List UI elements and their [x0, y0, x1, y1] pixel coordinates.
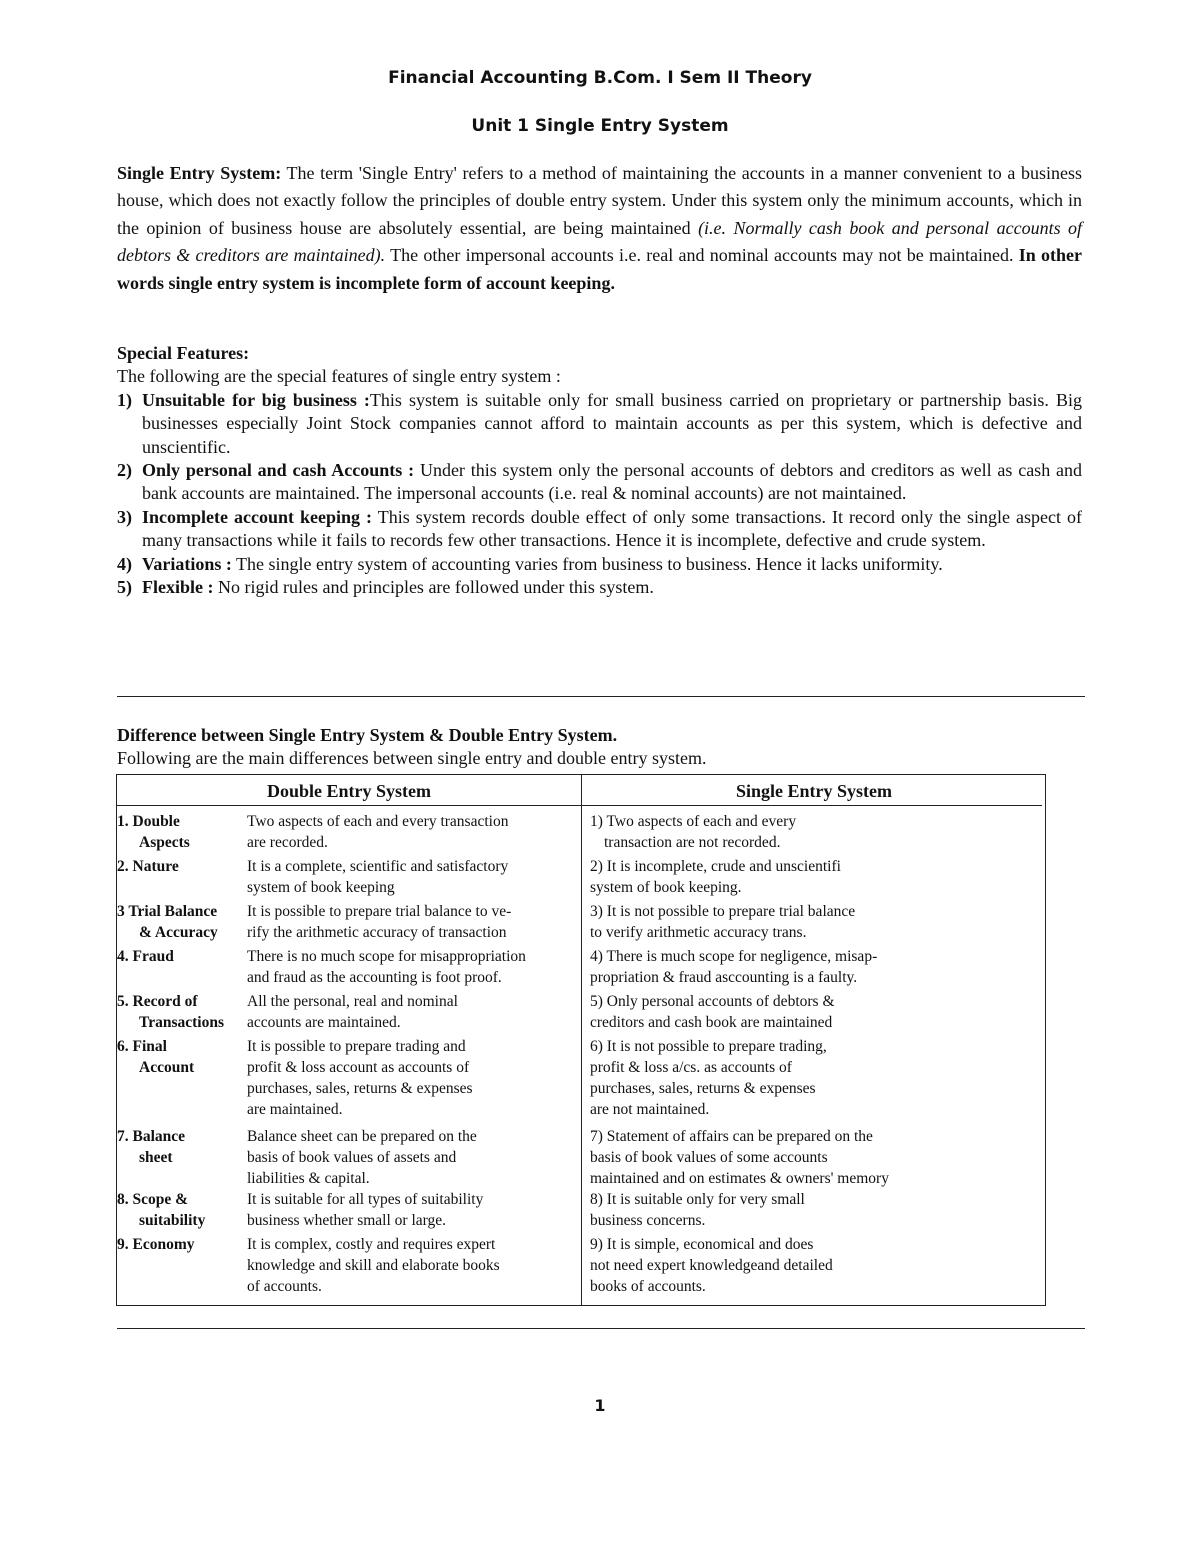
intro-bold-end: In other words single entry system is incomplete form of account keeping.	[117, 245, 1083, 293]
difference-subtitle: Following are the main differences between single entry and double entry system.	[117, 748, 707, 768]
row-label-line: 7. Balance	[117, 1128, 186, 1145]
double-entry-cell-line: of accounts.	[247, 1278, 322, 1295]
feature-title: Only personal and cash Accounts :	[142, 460, 415, 481]
feature-item	[117, 506, 1082, 553]
single-entry-cell-line: profit & loss a/cs. as accounts of	[590, 1059, 792, 1076]
feature-item	[117, 459, 1082, 506]
double-entry-cell-line: Balance sheet can be prepared on the	[247, 1128, 477, 1145]
single-entry-cell	[590, 946, 1040, 988]
feature-title: Flexible :	[142, 577, 214, 598]
double-entry-cell	[247, 1126, 582, 1189]
double-entry-cell	[247, 946, 582, 988]
single-entry-cell-line: system of book keeping.	[590, 879, 742, 896]
double-entry-cell-line: rify the arithmetic accuracy of transaction	[247, 924, 507, 941]
single-entry-cell-line: 3) It is not possible to prepare trial balance	[590, 903, 856, 920]
column-header-single-entry: Single Entry System	[735, 781, 892, 801]
double-entry-cell	[247, 811, 582, 853]
feature-number: 2)	[117, 460, 132, 481]
single-entry-cell-line: to verify arithmetic accuracy trans.	[590, 924, 807, 941]
comparison-table	[116, 774, 1046, 1306]
double-entry-cell	[247, 1189, 582, 1231]
single-entry-cell-line: transaction are not recorded.	[604, 834, 781, 851]
document-title: Financial Accounting B.Com. I Sem II Theory	[388, 68, 812, 88]
double-entry-cell-line: accounts are maintained.	[247, 1014, 401, 1031]
double-entry-cell	[247, 991, 582, 1033]
bottom-divider	[117, 1328, 1085, 1329]
double-entry-cell	[247, 901, 582, 943]
double-entry-cell-line: It is a complete, scientific and satisfactory	[247, 858, 509, 875]
single-entry-cell-line: 9) It is simple, economical and does	[590, 1236, 814, 1253]
double-entry-cell-line: All the personal, real and nominal	[247, 993, 458, 1010]
row-label-line: 9. Economy	[117, 1236, 195, 1253]
double-entry-cell-line: are recorded.	[247, 834, 328, 851]
row-label	[117, 991, 245, 1033]
column-header-double-entry: Double Entry System	[266, 781, 431, 801]
double-entry-cell-line: purchases, sales, returns & expenses	[247, 1080, 473, 1097]
feature-number: 1)	[117, 389, 132, 410]
row-label	[117, 1126, 245, 1168]
feature-text: No rigid rules and principles are followed under this system.	[213, 577, 654, 598]
feature-text: Under this system only the personal accounts of debtors and creditors as well as cash and bank accounts are maintained. The impersonal accounts (i.e. real & nominal accounts) are not maintained.	[142, 460, 1082, 504]
double-entry-cell	[247, 1036, 582, 1120]
single-entry-cell-line: 4) There is much scope for negligence, misap-	[590, 948, 878, 965]
row-label-line: Account	[139, 1059, 195, 1076]
row-label	[117, 1234, 245, 1255]
double-entry-cell-line: It is possible to prepare trial balance to ve-	[247, 903, 512, 920]
single-entry-cell-line: maintained and on estimates & owners' memory	[590, 1170, 889, 1187]
double-entry-cell-line: There is no much scope for misappropriation	[247, 948, 526, 965]
single-entry-cell-line: business concerns.	[590, 1212, 706, 1229]
single-entry-cell	[590, 1234, 1040, 1297]
double-entry-cell-line: Two aspects of each and every transaction	[247, 813, 509, 830]
row-label	[117, 1189, 245, 1231]
features-list	[117, 389, 1082, 600]
feature-item	[117, 576, 1082, 599]
single-entry-cell-line: are not maintained.	[590, 1101, 710, 1118]
double-entry-cell-line: and fraud as the accounting is foot proof.	[247, 969, 502, 986]
single-entry-cell-line: propriation & fraud asccounting is a faulty.	[590, 969, 858, 986]
single-entry-cell-line: books of accounts.	[590, 1278, 706, 1295]
single-entry-cell-line: creditors and cash book are maintained	[590, 1014, 833, 1031]
feature-title: Unsuitable for big business :	[142, 389, 370, 410]
page-number: 1	[594, 1396, 606, 1415]
section-divider	[117, 696, 1085, 697]
single-entry-cell	[590, 1189, 1040, 1231]
features-subtitle: The following are the special features of single entry system :	[117, 366, 561, 387]
row-label	[117, 1036, 245, 1078]
single-entry-cell	[590, 1036, 1040, 1120]
double-entry-cell-line: system of book keeping	[247, 879, 395, 896]
difference-heading: Difference between Single Entry System & Double Entry System.	[117, 725, 618, 745]
feature-text: This system records double effect of only some transactions. It record only the single aspect of many transactions while it fails to records few other transactions. Hence it is incomplete, defective and crude system.	[142, 506, 1083, 551]
intro-lead: Single Entry System:	[117, 163, 282, 183]
double-entry-cell-line: business whether small or large.	[247, 1212, 447, 1229]
double-entry-cell-line: It is complex, costly and requires expert	[247, 1236, 496, 1253]
row-label	[117, 811, 245, 853]
feature-title: Variations :	[142, 553, 232, 574]
row-label	[117, 901, 245, 943]
single-entry-cell-line: 1) Two aspects of each and every	[590, 813, 797, 830]
row-label-line: 3 Trial Balance	[117, 903, 218, 920]
double-entry-cell	[247, 856, 582, 898]
single-entry-cell	[590, 856, 1040, 898]
row-label-line: 4. Fraud	[117, 948, 174, 965]
feature-number: 3)	[117, 506, 132, 527]
row-label-line: 5. Record of	[117, 993, 198, 1010]
intro-text-2: The other impersonal accounts i.e. real and nominal accounts may not be maintained.	[385, 245, 1019, 266]
intro-italic: (i.e. Normally cash book and personal accounts of debtors & creditors are maintained).	[117, 217, 1083, 266]
single-entry-cell-line: 5) Only personal accounts of debtors &	[590, 993, 835, 1010]
double-entry-cell-line: liabilities & capital.	[247, 1170, 370, 1187]
intro-paragraph	[117, 160, 1082, 297]
double-entry-cell	[247, 1234, 582, 1297]
single-entry-cell	[590, 901, 1040, 943]
single-entry-cell-line: 6) It is not possible to prepare trading,	[590, 1038, 827, 1055]
single-entry-cell	[590, 811, 1040, 853]
single-entry-cell-line: 8) It is suitable only for very small	[590, 1191, 805, 1208]
table-header-divider	[117, 805, 1042, 806]
feature-text: This system is suitable only for small business carried on proprietary or partnership basis. Big businesses especially Joint Stock companies cannot afford to maintain accounts as per this system, which is defective and unscientific.	[142, 389, 1082, 457]
single-entry-cell-line: basis of book values of some accounts	[590, 1149, 828, 1166]
feature-item	[117, 389, 1082, 459]
features-heading: Special Features:	[117, 343, 250, 363]
row-label-line: & Accuracy	[139, 924, 218, 941]
row-label-line: Aspects	[139, 834, 190, 851]
double-entry-cell-line: knowledge and skill and elaborate books	[247, 1257, 500, 1274]
row-label	[117, 946, 245, 967]
feature-item	[117, 553, 1082, 576]
feature-text: The single entry system of accounting varies from business to business. Hence it lacks uniformity.	[231, 553, 943, 574]
special-features-section	[117, 342, 1082, 599]
feature-number: 5)	[117, 577, 132, 598]
row-label-line: suitability	[139, 1212, 206, 1229]
double-entry-cell-line: It is possible to prepare trading and	[247, 1038, 466, 1055]
double-entry-cell-line: It is suitable for all types of suitability	[247, 1191, 484, 1208]
row-label-line: 1. Double	[117, 813, 180, 830]
unit-title: Unit 1 Single Entry System	[471, 116, 729, 136]
row-label-line: 8. Scope &	[117, 1191, 189, 1208]
row-label-line: 2. Nature	[117, 858, 179, 875]
double-entry-cell-line: profit & loss account as accounts of	[247, 1059, 470, 1076]
single-entry-cell-line: purchases, sales, returns & expenses	[590, 1080, 816, 1097]
row-label	[117, 856, 245, 877]
row-label-line: sheet	[139, 1149, 173, 1166]
row-label-line: 6. Final	[117, 1038, 167, 1055]
double-entry-cell-line: are maintained.	[247, 1101, 343, 1118]
difference-section	[117, 724, 1082, 770]
single-entry-cell-line: not need expert knowledgeand detailed	[590, 1257, 833, 1274]
feature-title: Incomplete account keeping :	[142, 506, 373, 527]
single-entry-cell-line: 2) It is incomplete, crude and unscientifi	[590, 858, 841, 875]
single-entry-cell	[590, 991, 1040, 1033]
single-entry-cell-line: 7) Statement of affairs can be prepared on the	[590, 1128, 873, 1145]
feature-number: 4)	[117, 553, 132, 574]
double-entry-cell-line: basis of book values of assets and	[247, 1149, 457, 1166]
single-entry-cell	[590, 1126, 1040, 1189]
intro-text-1: The term 'Single Entry' refers to a method of maintaining the accounts in a manner convenient to a business house, which does not exactly follow the principles of double entry system. Under this system only the minimum accounts, which in the opinion of business house are absolutely essential, are being maintained	[117, 163, 1082, 238]
row-label-line: Transactions	[139, 1014, 224, 1031]
